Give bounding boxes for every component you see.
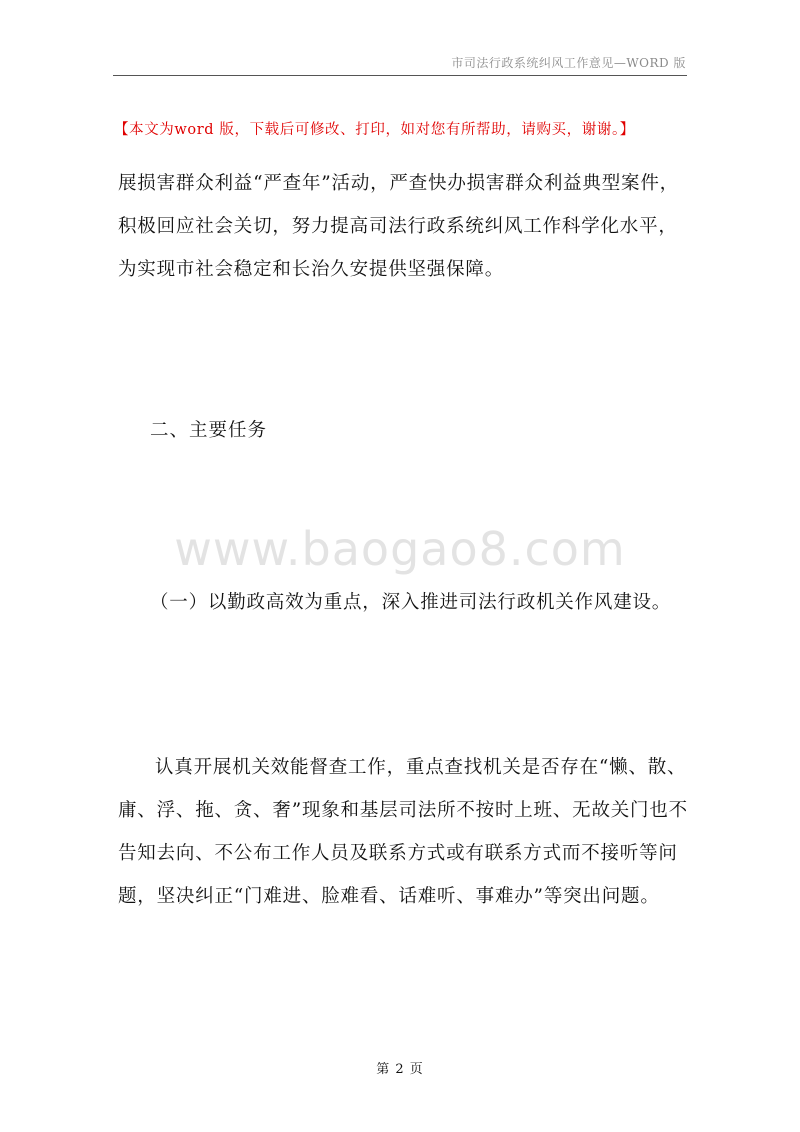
body-paragraph-1: 展损害群众利益“严查年”活动，严查快办损害群众利益典型案件，积极回应社会关切，努力提高司法行政系统纠风工作科学化水平，为实现市社会稳定和长治久安提供坚强保障。 [118, 173, 679, 280]
running-header: 市司法行政系统纠风工作意见—WORD 版 [451, 56, 686, 70]
section-heading: 二、主要任务 [150, 420, 268, 441]
header-divider [113, 75, 687, 76]
purchase-notice: 【本文为word 版，下载后可修改、打印，如对您有所帮助，请购买，谢谢。】 [114, 122, 635, 138]
subsection-heading: （一）以勤政高效为重点，深入推进司法行政机关作风建设。 [150, 592, 672, 613]
page-number: 第 2 页 [376, 1062, 424, 1077]
watermark: www.baogao8.com [174, 522, 626, 576]
body-paragraph-2: 认真开展机关效能督查工作，重点查找机关是否存在“懒、散、庸、浮、拖、贪、奢”现象和基层司法所不按时上班、无故关门也不告知去向、不公布工作人员及联系方式或有联系方式而不接听等问题，坚决纠正“门难进、脸难看、话难听、事难办”等突出问题。 [118, 757, 688, 907]
